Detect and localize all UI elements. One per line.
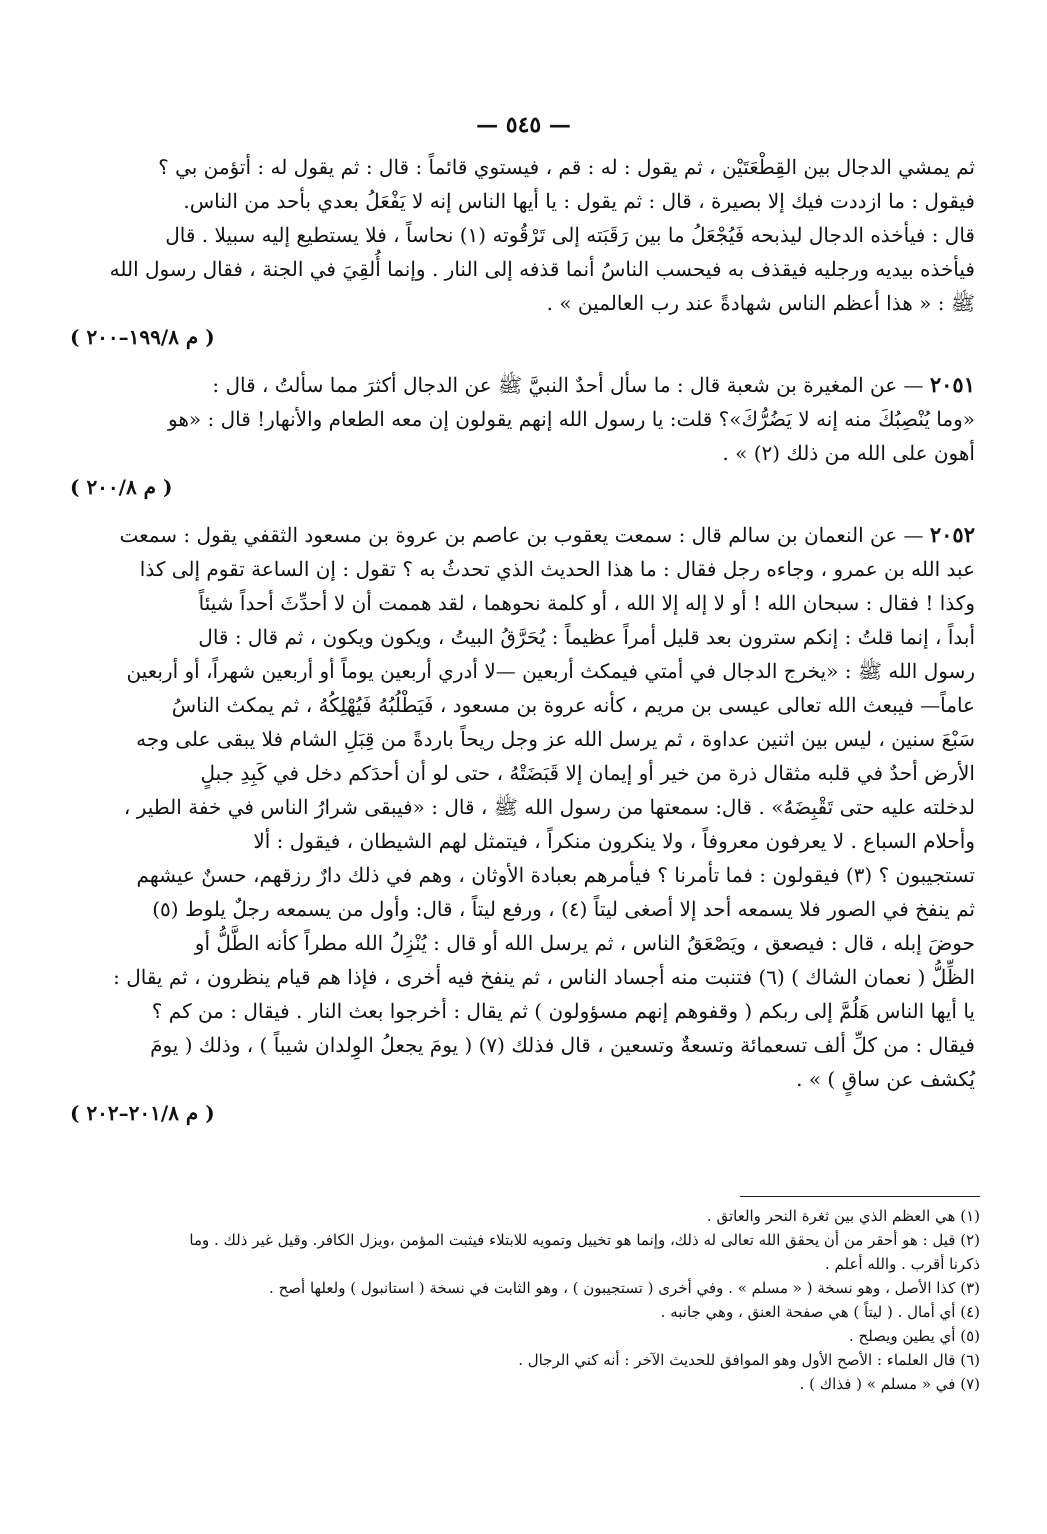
text-line: وكذا ! فقال : سبحان الله ! أو لا إله إلا الله ، أو كلمة نحوهما ، لقد هممت أن لا أحدِّثَ أحداً شيئاً: [198, 591, 975, 615]
source-reference: ( م ١٩٩/٨–٢٠٠ ): [70, 325, 215, 349]
text-line: سَبْعَ سنين ، ليس بين اثنين عداوة ، ثم يرسل الله عز وجل ريحاً باردةً من قِبَلِ الشام فلا يبقى على وجه: [136, 727, 975, 751]
footnote-divider: [740, 1196, 980, 1197]
footnotes: [70, 1204, 980, 1396]
text-line: الأرض أحدٌ في قلبه مثقال ذرة من خير أو إيمان إلا قَبَضَتْهُ ، حتى لو أن أحدَكم دخل في كَبِدِ جبلٍ: [200, 761, 975, 785]
text-line: [70, 518, 975, 552]
text-line: أبداً ، إنما قلتُ : إنكم سترون بعد قليل أمراً عظيماً : يُحَرَّقُ البيتُ ، ويكون ويكون ، ثم قال : قال: [198, 625, 975, 649]
footnote: (٤) أي أمال . ( ليتاً ) هي صفحة العنق ، وهي جانبه .: [660, 1303, 980, 1321]
text-line: [70, 368, 975, 402]
text-line: فيأخذه بيديه ورجليه فيقذف به فيحسب الناسُ أنما قذفه إلى النار . وإنما أُلقِيَ في الجنة ، فقال رسول الله: [109, 257, 975, 281]
text-line: تستجيبون ؟ (٣) فيقولون : فما تأمرنا ؟ فيأمرهم بعبادة الأوثان ، وهم في ذلك دارٌ رزقهم، حسنٌ عيشهم: [136, 863, 975, 887]
text-line: عبد الله بن عمرو ، وجاءه رجل فقال : ما هذا الحديث الذي تحدثُ به ؟ تقول : إن الساعة تقوم إلى كذا: [139, 557, 975, 581]
page-number: — ٥٤٥ —: [476, 112, 571, 138]
footnote: (٧) في « مسلم » ( فذاك ) .: [799, 1375, 980, 1393]
footnote: (٣) كذا الأصل ، وهو نسخة ( « مسلم » . وفي أخرى ( تستجيبون ) ، وهو الثابت في نسخة ( استانبول ) ولعلها أصح .: [269, 1279, 980, 1297]
footnote: (٢) قيل : هو أحقر من أن يحقق الله تعالى له ذلك، وإنما هو تخييل وتمويه للابتلاء فيثبت المؤمن ،ويزل الكافر. وقيل غير ذلك . وما: [189, 1231, 980, 1249]
text-line: «وما يُنْصِبُكَ منه إنه لا يَضُرُّكَ»؟ قلت: يا رسول الله إنهم يقولون إن معه الطعام والأنهار! قال : «هو: [168, 407, 975, 431]
text-line: الظِّلُّ ( نعمان الشاك ) (٦) فتنبت منه أجساد الناس ، ثم ينفخ فيه أخرى ، فإذا هم قيام ينظرون ، ثم يقال :: [113, 965, 975, 989]
source-reference: ( م ٢٠٠/٨ ): [70, 475, 173, 499]
main-text: [70, 150, 975, 1144]
hadith-2051: [70, 368, 975, 504]
text-line: ثم يمشي الدجال بين القِطْعَتَيْن ، ثم يقول : له : قم ، فيستوي قائماً : قال : ثم يقول له : أتؤمن بي ؟: [158, 155, 975, 179]
footnote: (٥) أي يطين ويصلح .: [848, 1327, 980, 1345]
hadith-number: ٢٠٥٢: [929, 522, 975, 547]
text-line: وأحلام السباع . لا يعرفون معروفاً ، ولا ينكرون منكراً ، فيتمثل لهم الشيطان ، فيقول : ألا: [253, 829, 975, 853]
text-line: حوضَ إبله ، قال : فيصعق ، ويَصْعَقُ الناس ، ثم يرسل الله أو قال : يُنْزِلُ الله مطراً كأنه الطَّلُّ أو: [194, 931, 975, 955]
footnote: (١) هي العظم الذي بين ثغرة النحر والعاتق .: [706, 1207, 980, 1225]
footnote: ذكرنا أقرب . والله أعلم .: [824, 1255, 980, 1273]
text-line: أهون على الله من ذلك (٢) » .: [722, 441, 975, 465]
footnote: (٦) قال العلماء : الأصح الأول وهو الموافق للحديث الآخر : أنه كني الرجال .: [518, 1351, 980, 1369]
text-line: ﷺ : « هذا أعظم الناس شهادةً عند رب العالمين » .: [546, 291, 975, 315]
hadith-number: ٢٠٥١: [929, 372, 975, 397]
text-line: رسول الله ﷺ : «يخرج الدجال في أمتي فيمكث أربعين —لا أدري أربعين يوماً أو أربعين شهراً، أو أربعين: [126, 659, 975, 683]
hadith-2052: [70, 518, 975, 1130]
text-line: يُكشف عن ساقٍ ) » .: [796, 1067, 975, 1091]
text-line: فيقول : ما ازددت فيك إلا بصيرة ، قال : ثم يقول : يا أيها الناس إنه لا يَفْعَلُ بعدي بأحد من الناس.: [183, 189, 975, 213]
source-reference: ( م ٢٠١/٨–٢٠٢ ): [70, 1101, 215, 1125]
text-span: — عن النعمان بن سالم قال : سمعت يعقوب بن عاصم بن عروة بن مسعود الثقفي يقول : سمعت: [119, 523, 924, 547]
text-span: — عن المغيرة بن شعبة قال : ما سأل أحدٌ النبيَّ ﷺ عن الدجال أكثرَ مما سألتُ ، قال :: [212, 373, 924, 397]
text-line: فيقال : من كلِّ ألف تسعمائة وتسعةٌ وتسعين ، قال فذلك (٧) ( يومَ يجعلُ الوِلدان شيباً ) ، وذلك ( يومَ: [150, 1033, 975, 1057]
text-line: يا أيها الناس هَلُمَّ إلى ربكم ( وقفوهم إنهم مسؤولون ) ثم يقال : أخرجوا بعث النار . فيقال : من كم ؟: [151, 999, 975, 1023]
text-line: ثم ينفخ في الصور فلا يسمعه أحد إلا أصغى ليتاً (٤) ، ورفع ليتاً ، قال: وأول من يسمعه رجلٌ يلوط (٥): [152, 897, 975, 921]
text-line: لدخلته عليه حتى تَقْبِضَهُ» . قال: سمعتها من رسول الله ﷺ ، قال : «فيبقى شرارُ الناس في خفة الطير ،: [123, 795, 975, 819]
hadith-continuation: [70, 150, 975, 354]
text-line: قال : فيأخذه الدجال ليذبحه فَيُجْعَلُ ما بين رَقَبَته إلى تَرْقُوته (١) نحاساً ، فلا يستطيع إليه سبيلا . قال: [165, 223, 975, 247]
text-line: عاماً— فيبعث الله تعالى عيسى بن مريم ، كأنه عروة بن مسعود ، فَيَطْلُبُهُ فَيُهْلِكُهُ ، ثم يمكث الناسُ: [171, 693, 975, 717]
